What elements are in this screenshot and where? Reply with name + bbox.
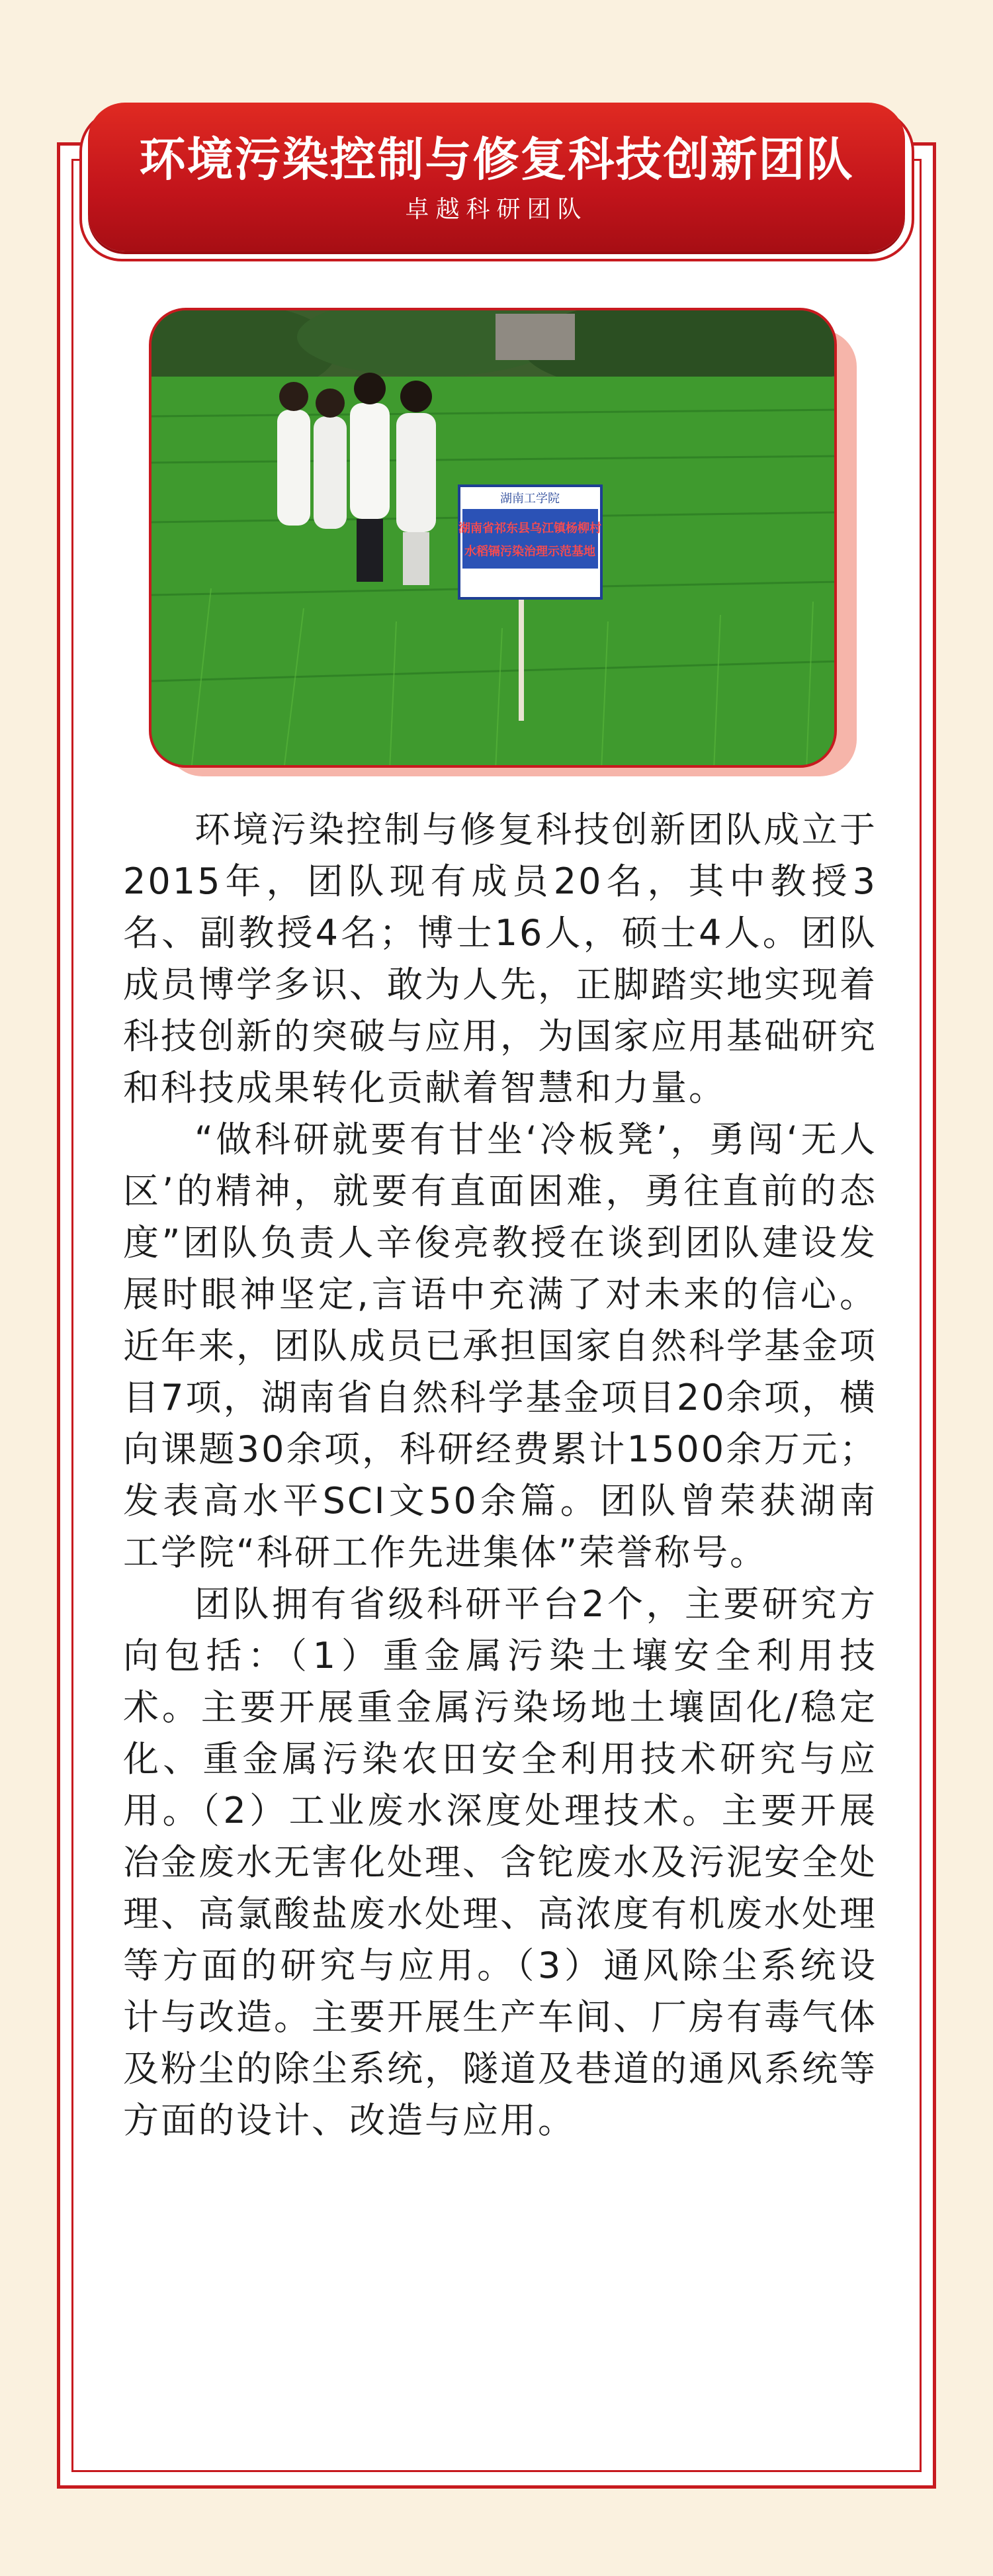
team-photo (149, 308, 837, 768)
sign-school-name: 湖南工学院 (500, 492, 560, 506)
paragraph-3: 团队拥有省级科研平台2个，主要研究方向包括：（1）重金属污染土壤安全利用技术。主要开展重金属污染场地土壤固化/稳定化、重金属污染农田安全利用技术研究与应用。（2）工业废水深度处理技术。主要开展冶金废水无害化处理、含铊废水及污泥安全处理、高氯酸盐废水处理、高浓度有机废水处理等方面的研究与应用。（3）通风除尘系统设计与改造。主要开展生产车间、厂房有毒气体及粉尘的除尘系统，隧道及巷道的通风系统等方面的设计、改造与应用。 (123, 1583, 877, 2141)
article-body (123, 804, 877, 2146)
sign-line-2: 水稻镉污染治理示范基地 (464, 545, 595, 559)
sign-line-1: 湖南省祁东县乌江镇杨柳村 (458, 522, 601, 535)
page-subtitle: 卓越科研团队 (405, 196, 588, 223)
paddy-field-illustration (151, 310, 837, 768)
page-title: 环境污染控制与修复科技创新团队 (139, 132, 854, 187)
paragraph-1: 环境污染控制与修复科技创新团队成立于2015年，团队现有成员20名，其中教授3名、副教授4名；博士16人，硕士4人。团队成员博学多识、敢为人先，正脚踏实地实现着科技创新的突破与应用，为国家应用基础研究和科技成果转化贡献着智慧和力量。 (123, 809, 877, 1109)
paragraph-2: “做科研就要有甘坐‘冷板凳’，勇闯‘无人区’的精神，就要有直面困难，勇往直前的态度”团队负责人辛俊亮教授在谈到团队建设发展时眼神坚定,言语中充满了对未来的信心。近年来，团队成员已承担国家自然科学基金项目7项，湖南省自然科学基金项目20余项，横向课题30余项，科研经费累计1500余万元；发表高水平SCI文50余篇。团队曾荣获湖南工学院“科研工作先进集体”荣誉称号。 (123, 1119, 877, 1573)
